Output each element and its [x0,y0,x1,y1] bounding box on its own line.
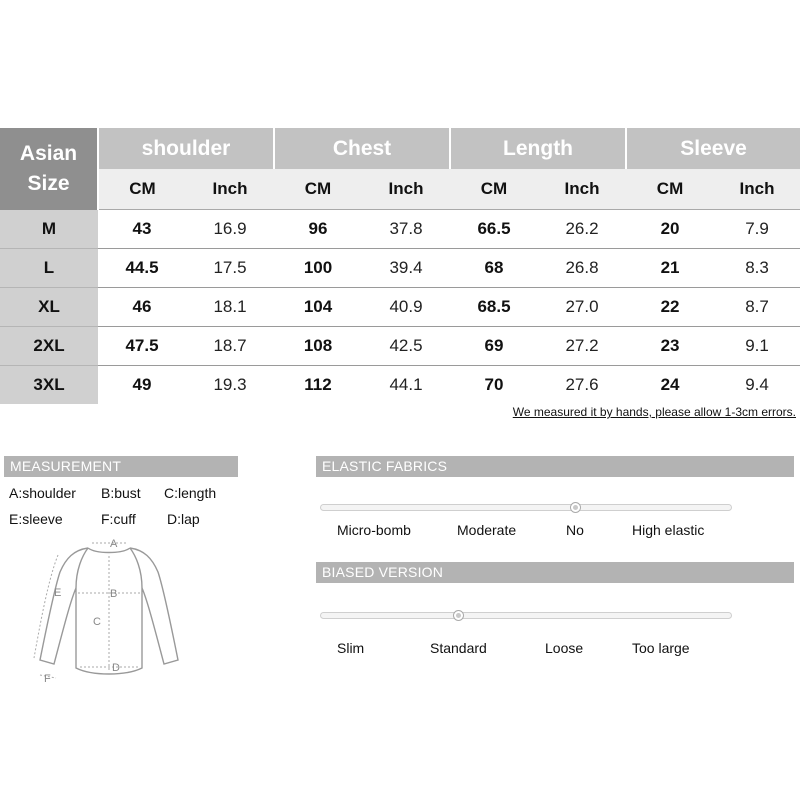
sleeve-inch-cell: 8.3 [714,249,800,288]
sleeve-cm-cell: 20 [626,210,714,249]
shoulder-cm-cell: 46 [98,288,186,327]
shoulder-cm-cell: 49 [98,366,186,405]
shoulder-inch-cell: 18.1 [186,288,274,327]
elastic-option-micro-bomb: Micro-bomb [337,522,411,538]
chest-cm-cell: 108 [274,327,362,366]
biased-slider-track [320,612,732,619]
group-header-row [0,128,800,169]
length-inch-cell: 26.8 [538,249,626,288]
shirt-raglan-right [130,548,142,588]
label-lap: D:lap [167,511,200,527]
size-cell: 3XL [0,366,98,405]
unit-header-row [0,169,800,210]
shoulder-inch-cell: 17.5 [186,249,274,288]
label-sleeve: E:sleeve [9,511,63,527]
table-row [0,288,800,327]
chest-cm-cell: 96 [274,210,362,249]
elastic-option-no: No [566,522,584,538]
size-chart-table [0,128,800,404]
elastic-fabrics-title-bar: ELASTIC FABRICS [316,456,794,477]
length-inch-cell: 27.6 [538,366,626,405]
sleeve-inch-cell: 9.1 [714,327,800,366]
sleeve-inch-cell: 8.7 [714,288,800,327]
shirt-outline [40,548,178,674]
length-cm-cell: 70 [450,366,538,405]
unit-cm-header: CM [626,169,714,210]
biased-option-slim: Slim [337,640,365,656]
length-cm-cell: 66.5 [450,210,538,249]
diagram-letter-c: C [93,616,101,628]
unit-cm-header: CM [450,169,538,210]
chest-inch-cell: 39.4 [362,249,450,288]
length-cm-cell: 69 [450,327,538,366]
sleeve-header: Sleeve [626,128,800,169]
label-bust: B:bust [101,485,141,501]
size-cell: XL [0,288,98,327]
shoulder-inch-cell: 16.9 [186,210,274,249]
size-cell: L [0,249,98,288]
sleeve-inch-cell: 9.4 [714,366,800,405]
biased-option-standard: Standard [430,640,487,656]
asian-label: Asian [19,141,78,165]
diagram-letter-e: E [54,587,62,599]
chest-inch-cell: 40.9 [362,288,450,327]
asian-size-header [0,128,98,210]
diagram-letter-b: B [110,588,118,600]
sleeve-cm-cell: 23 [626,327,714,366]
elastic-slider-knob [570,502,581,513]
biased-version-title-bar: BIASED VERSION [316,562,794,583]
shirt-collar [88,548,130,553]
chest-inch-cell: 37.8 [362,210,450,249]
sleeve-inch-cell: 7.9 [714,210,800,249]
measurement-note: We measured it by hands, please allow 1-3cm errors. [512,405,796,419]
shoulder-cm-cell: 47.5 [98,327,186,366]
unit-cm-header: CM [274,169,362,210]
shirt-raglan-left [76,548,88,588]
table-row [0,249,800,288]
chest-cm-cell: 104 [274,288,362,327]
unit-inch-header: Inch [714,169,800,210]
unit-cm-header: CM [98,169,186,210]
unit-inch-header: Inch [538,169,626,210]
size-cell: M [0,210,98,249]
diagram-letter-a: A [110,538,118,550]
chest-cm-cell: 112 [274,366,362,405]
elastic-slider-track [320,504,732,511]
diagram-letter-d: D [112,662,120,674]
length-inch-cell: 27.0 [538,288,626,327]
shoulder-cm-cell: 44.5 [98,249,186,288]
elastic-option-moderate: Moderate [457,522,517,538]
shoulder-header: shoulder [98,128,274,169]
chest-cm-cell: 100 [274,249,362,288]
sleeve-measure-line [34,555,58,658]
shoulder-cm-cell: 43 [98,210,186,249]
biased-option-too-large: Too large [632,640,690,656]
chest-inch-cell: 42.5 [362,327,450,366]
length-header: Length [450,128,626,169]
label-cuff: F:cuff [101,511,136,527]
unit-inch-header: Inch [362,169,450,210]
table-row [0,366,800,405]
chest-header: Chest [274,128,450,169]
sleeve-cm-cell: 21 [626,249,714,288]
elastic-option-high-elastic: High elastic [632,522,705,538]
biased-option-loose: Loose [545,640,584,656]
shoulder-inch-cell: 18.7 [186,327,274,366]
label-shoulder: A:shoulder [9,485,76,501]
shoulder-inch-cell: 19.3 [186,366,274,405]
size-label: Size [27,171,70,195]
sleeve-cm-cell: 24 [626,366,714,405]
table-row [0,327,800,366]
length-inch-cell: 27.2 [538,327,626,366]
length-cm-cell: 68 [450,249,538,288]
biased-slider-knob [453,610,464,621]
label-length: C:length [164,485,217,501]
size-cell: 2XL [0,327,98,366]
diagram-letter-f: F [44,673,51,685]
shirt-diagram [30,530,190,685]
unit-inch-header: Inch [186,169,274,210]
sleeve-cm-cell: 22 [626,288,714,327]
chest-inch-cell: 44.1 [362,366,450,405]
measurement-title-bar: MEASUREMENT [4,456,238,477]
table-row [0,210,800,249]
length-cm-cell: 68.5 [450,288,538,327]
length-inch-cell: 26.2 [538,210,626,249]
